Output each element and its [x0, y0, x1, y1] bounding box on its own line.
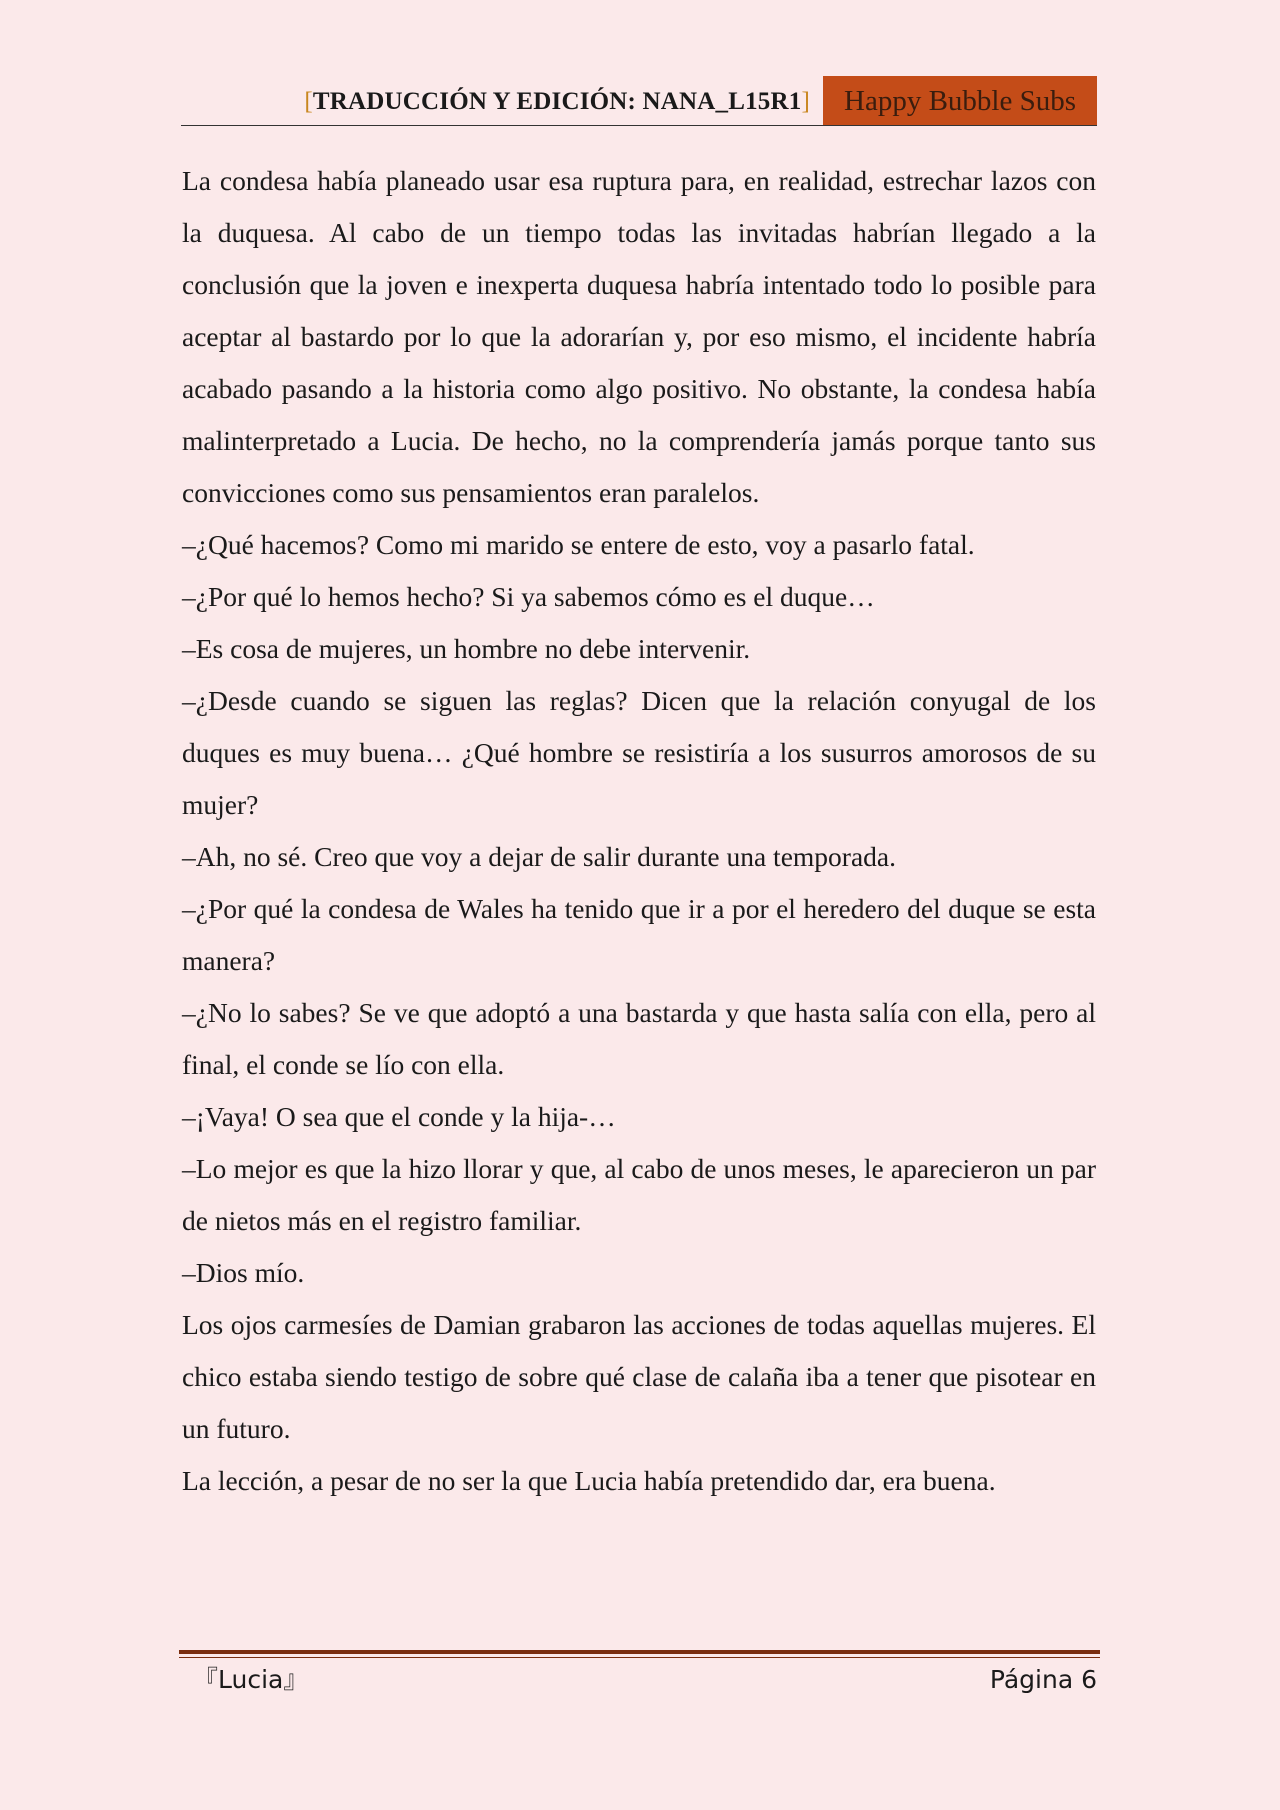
dialogue-line: –Es cosa de mujeres, un hombre no debe intervenir.: [182, 633, 751, 664]
paragraph: La condesa había planeado usar esa ruptura para, en realidad, estrechar lazos con la duquesa. Al cabo de un tiempo todas las invitadas habrían llegado a la conclusión que la joven e inexperta duquesa habría intentado todo lo posible para aceptar al bastardo por lo que la adorarían y, por eso mismo, el incidente habría acabado pasando a la historia como algo positivo. No obstante, la condesa había malinterpretado a Lucia. De hecho, no la comprendería jamás porque tanto sus convicciones como sus pensamientos eran paralelos.: [182, 165, 1096, 508]
dialogue-line: –¿Por qué lo hemos hecho? Si ya sabemos cómo es el duque…: [182, 581, 875, 612]
dialogue-line: –Ah, no sé. Creo que voy a dejar de salir durante una temporada.: [182, 841, 896, 872]
credit-text: TRADUCCIÓN Y EDICIÓN: NANA_L15R1: [312, 88, 802, 115]
page-number: Página 6: [989, 1665, 1097, 1694]
dialogue-line: –¿Qué hacemos? Como mi marido se entere de esto, voy a pasarlo fatal.: [182, 529, 975, 560]
credit-bracket-close: ]: [801, 88, 810, 115]
dialogue-line: –¿Desde cuando se siguen las reglas? Dicen que la relación conyugal de los duques es muy buena… ¿Qué hombre se resistiría a los susurros amorosos de su mujer?: [182, 685, 1096, 820]
translation-credit: [304, 88, 810, 116]
page-header: [181, 76, 1097, 126]
header-rule: [181, 125, 1097, 126]
page-body: [182, 155, 1096, 1507]
footer-rule-thick: [179, 1650, 1100, 1654]
credit-bracket-open: [: [304, 88, 313, 115]
group-badge: Happy Bubble Subs: [823, 76, 1097, 126]
dialogue-line: –¿No lo sabes? Se ve que adoptó a una bastarda y que hasta salía con ella, pero al final, el conde se lío con ella.: [182, 997, 1096, 1080]
dialogue-line: –¿Por qué la condesa de Wales ha tenido que ir a por el heredero del duque se esta manera?: [182, 893, 1096, 976]
dialogue-line: –Lo mejor es que la hizo llorar y que, al cabo de unos meses, le aparecieron un par de nietos más en el registro familiar.: [182, 1153, 1096, 1236]
paragraph: Los ojos carmesíes de Damian grabaron las acciones de todas aquellas mujeres. El chico estaba siendo testigo de sobre qué clase de calaña iba a tener que pisotear en un futuro.: [182, 1309, 1096, 1444]
dialogue-line: –Dios mío.: [182, 1257, 305, 1288]
paragraph: La lección, a pesar de no ser la que Lucia había pretendido dar, era buena.: [182, 1465, 996, 1496]
footer-rule-thin: [179, 1657, 1100, 1658]
dialogue-line: –¡Vaya! O sea que el conde y la hija-…: [182, 1101, 616, 1132]
footer-book-title: 『Lucia』: [193, 1665, 309, 1694]
